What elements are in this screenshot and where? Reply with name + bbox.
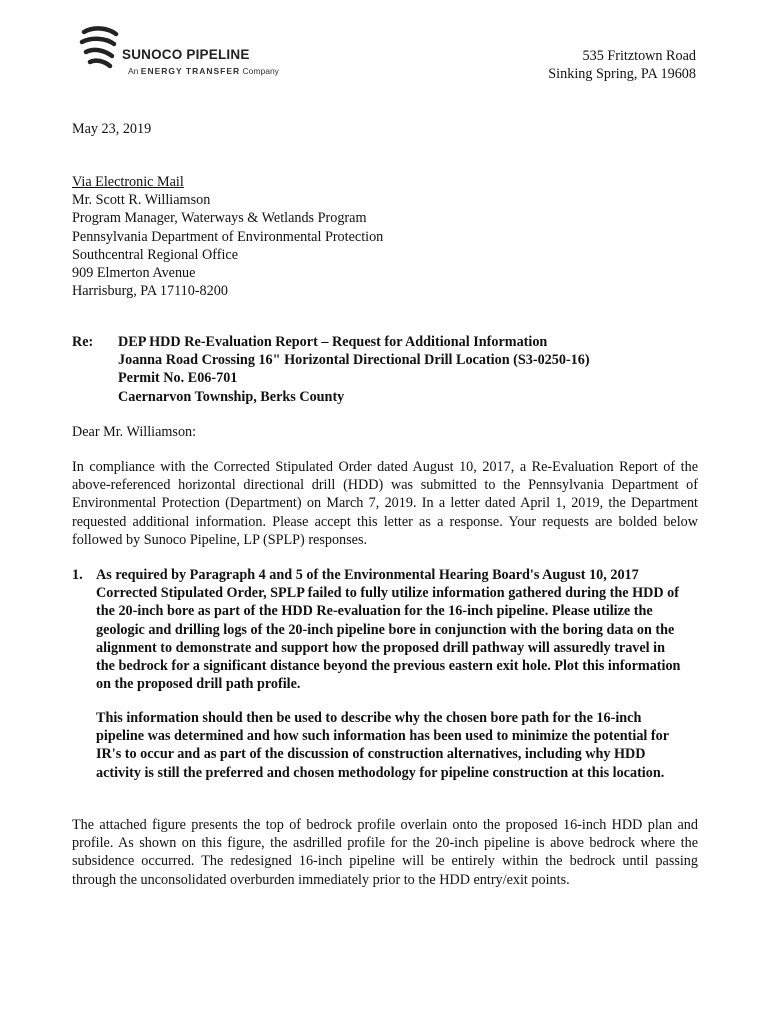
- tagline-suffix: Company: [242, 66, 279, 76]
- recipient-line: Pennsylvania Department of Environmental Protection: [72, 228, 384, 245]
- intro-paragraph: In compliance with the Corrected Stipulated Order dated August 10, 2017, a Re-Evaluation Report of the above-referenced horizontal directional drill (HDD) was submitted to the Pennsylvania Department of Environmental Protection (Department) on March 7, 2019. In a letter dated April 1, 2019, the Department requested additional information. Please accept this letter as a response. Your requests are bolded below followed by Sunoco Pipeline, LP (SPLP) responses.: [72, 459, 698, 548]
- subject-lines: [118, 333, 590, 406]
- letter-date: May 23, 2019: [72, 121, 152, 137]
- sender-address: [548, 47, 696, 83]
- recipient-line: Program Manager, Waterways & Wetlands Program: [72, 210, 367, 227]
- recipient-block: [72, 173, 383, 300]
- address-line-2: Sinking Spring, PA 19608: [548, 66, 696, 83]
- recipient-line: Mr. Scott R. Williamson: [72, 192, 211, 209]
- request-paragraph-2: This information should then be used to describe why the chosen bore path for the 16-inch pipeline was determined and how such information has been used to minimize the potential for IR's to occur and as part of the discussion of construction alternatives, including why HDD activity is still the preferred and chosen methodology for pipeline construction at this location.: [96, 710, 669, 781]
- recipient-line: 909 Elmerton Avenue: [72, 265, 196, 282]
- salutation: Dear Mr. Williamson:: [72, 424, 197, 440]
- item-number: 1.: [72, 567, 83, 583]
- subject-label: Re:: [72, 334, 94, 350]
- subject-line: Joanna Road Crossing 16" Horizontal Directional Drill Location (S3-0250-16): [118, 352, 590, 369]
- company-tagline: [128, 66, 279, 76]
- request-paragraph-1: As required by Paragraph 4 and 5 of the Environmental Hearing Board's August 10, 2017 Corrected Stipulated Order, SPLP failed to fully utilize information gathered during the HDD of the 20-inch bore as part of the HDD Re-evaluation for the 16-inch pipeline. Please utilize the geologic and drilling logs of the 20-inch pipeline bore in conjunction with the boring data on the alignment to demonstrate and support how the proposed drill pathway will assuredly travel in the bedrock for a significant distance beyond the previous eastern exit hole. Plot this information on the proposed drill path profile.: [96, 567, 681, 693]
- recipient-line: Southcentral Regional Office: [72, 246, 238, 263]
- address-line-1: 535 Fritztown Road: [582, 48, 696, 64]
- subject-line: Caernarvon Township, Berks County: [118, 388, 345, 405]
- delivery-method: Via Electronic Mail: [72, 174, 184, 190]
- company-name: SUNOCO PIPELINE: [122, 47, 250, 62]
- tagline-brand: ENERGY TRANSFER: [140, 66, 241, 76]
- company-logo: [78, 26, 308, 82]
- recipient-line: Harrisburg, PA 17110-8200: [72, 283, 228, 300]
- tagline-prefix: An: [128, 66, 139, 76]
- subject-line: Permit No. E06-701: [118, 370, 238, 387]
- sunoco-swirl-icon: [78, 26, 122, 72]
- response-paragraph: The attached figure presents the top of bedrock profile overlain onto the proposed 16-inch HDD plan and profile. As shown on this figure, the asdrilled profile for the 20-inch pipeline is above bedrock where the subsidence occurred. The redesigned 16-inch pipeline will be entirely within the bedrock until passing through the unconsolidated overburden immediately prior to the HDD entry/exit points.: [72, 817, 698, 888]
- subject-line: DEP HDD Re-Evaluation Report – Request for Additional Information: [118, 334, 548, 350]
